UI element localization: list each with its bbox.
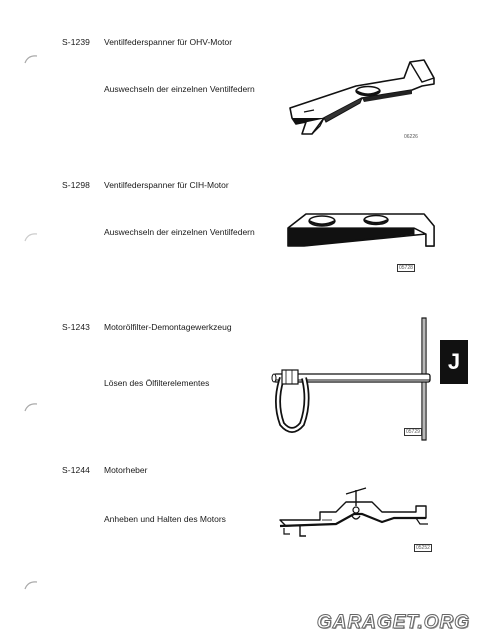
tool-description: Anheben und Halten des Motors (104, 514, 226, 524)
figure-number: 05729 (406, 429, 420, 435)
punch-mark-4 (24, 580, 38, 590)
tool-title: Ventilfederspanner für CIH-Motor (104, 180, 229, 190)
punch-mark-3 (24, 402, 38, 412)
tool-title: Ventilfederspanner für OHV-Motor (104, 37, 233, 47)
oil-filter-removal-tool-illustration (268, 316, 438, 442)
punch-mark-1 (24, 54, 38, 64)
tool-description: Lösen des Ölfilterelementes (104, 378, 210, 388)
tool-description: Auswechseln der einzelnen Ventilfedern (104, 227, 255, 237)
tool-title: Motorheber (104, 465, 148, 475)
tool-code: S-1239 (62, 37, 91, 47)
figure-number: 05728 (399, 265, 413, 271)
watermark: GARAGET.ORG (316, 612, 470, 633)
section-tab: J (440, 340, 468, 384)
figure-number: 05252 (416, 545, 430, 551)
punch-mark-2 (24, 232, 38, 242)
tool-code: S-1243 (62, 322, 91, 332)
tool-title: Motorölfilter-Demontagewerkzeug (104, 322, 232, 332)
valve-spring-compressor-ohv-illustration (284, 56, 444, 140)
engine-lifter-illustration (276, 484, 440, 544)
tool-description: Auswechseln der einzelnen Ventilfedern (104, 84, 255, 94)
figure-number: 06226 (404, 134, 418, 140)
tool-code: S-1298 (62, 180, 91, 190)
tool-code: S-1244 (62, 465, 91, 475)
valve-spring-compressor-cih-illustration (284, 206, 444, 262)
